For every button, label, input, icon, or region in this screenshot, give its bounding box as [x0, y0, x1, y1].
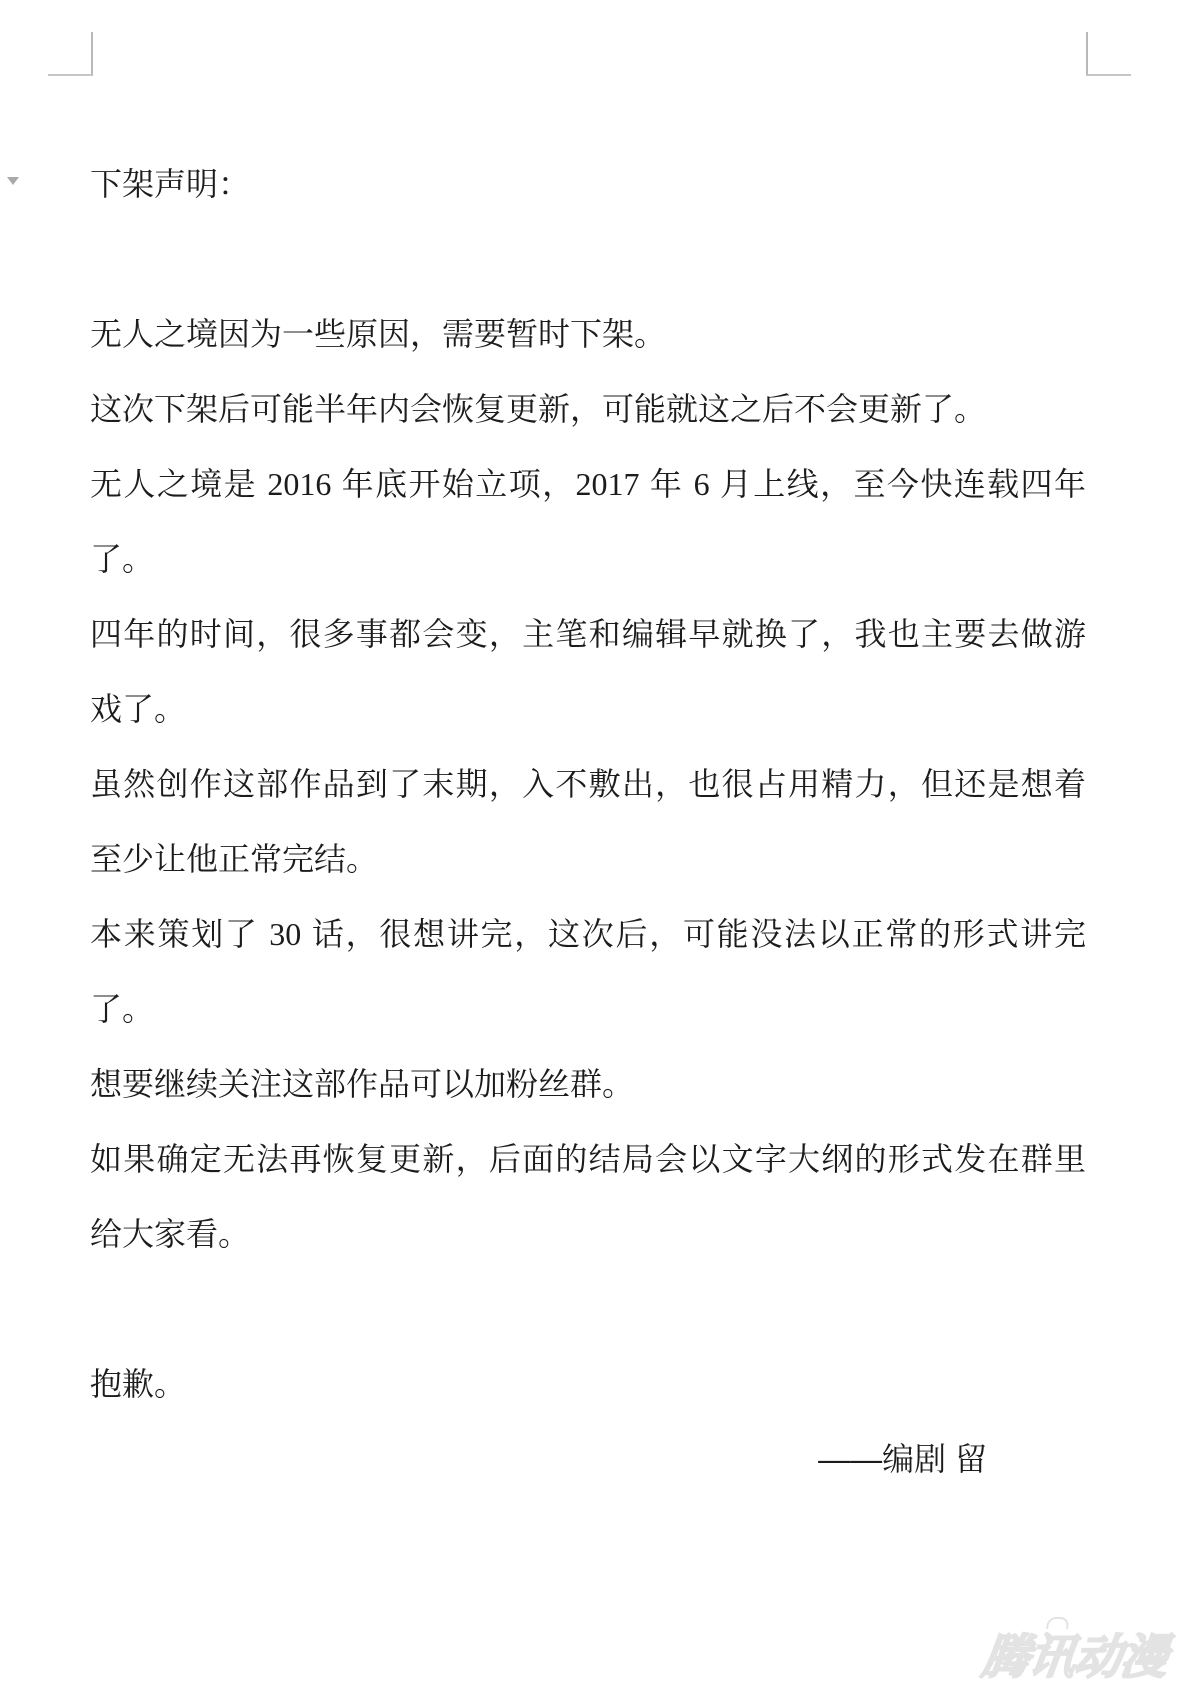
text-line: 了。 — [90, 991, 155, 1027]
text-line: 给大家看。 — [90, 1216, 251, 1252]
blank-line — [90, 1272, 1086, 1347]
text-line: 至少让他正常完结。 — [90, 841, 379, 877]
margin-crop-mark-top-left — [48, 32, 93, 76]
text-line: 无人之境是 2016 年底开始立项，2017 年 6 月上线，至今快连载四年 — [90, 466, 1086, 502]
text-line: 抱歉。 — [90, 1366, 187, 1402]
text-line: 四年的时间，很多事都会变，主笔和编辑早就换了，我也主要去做游 — [90, 616, 1086, 652]
crown-icon — [1046, 1617, 1069, 1629]
text-line: 戏了。 — [90, 691, 187, 727]
numeric-text: 30 — [269, 916, 302, 952]
text-line: 虽然创作这部作品到了末期，入不敷出，也很占用精力，但还是想着 — [90, 766, 1086, 802]
document-body — [90, 147, 1086, 1497]
tencent-comics-watermark-logo — [979, 1620, 1171, 1687]
heading-collapse-icon[interactable] — [7, 177, 19, 185]
text-line: 这次下架后可能半年内会恢复更新，可能就这之后不会更新了。 — [90, 391, 987, 427]
signature-line: ——编剧 留 — [818, 1441, 987, 1477]
watermark-text: 腾讯动漫 — [979, 1630, 1170, 1683]
numeric-text: 2016 — [267, 466, 332, 502]
blank-line — [90, 222, 1086, 297]
document-title: 下架声明： — [90, 166, 251, 202]
text-line: 想要继续关注这部作品可以加粉丝群。 — [90, 1066, 635, 1102]
numeric-text: 2017 — [575, 466, 640, 502]
text-line: 本来策划了 30 话，很想讲完，这次后，可能没法以正常的形式讲完 — [90, 916, 1086, 952]
margin-crop-mark-top-right — [1086, 32, 1131, 76]
numeric-text: 6 — [693, 466, 710, 502]
text-line: 无人之境因为一些原因，需要暂时下架。 — [90, 316, 667, 352]
text-line: 如果确定无法再恢复更新，后面的结局会以文字大纲的形式发在群里 — [90, 1141, 1086, 1177]
text-line: 了。 — [90, 541, 155, 577]
